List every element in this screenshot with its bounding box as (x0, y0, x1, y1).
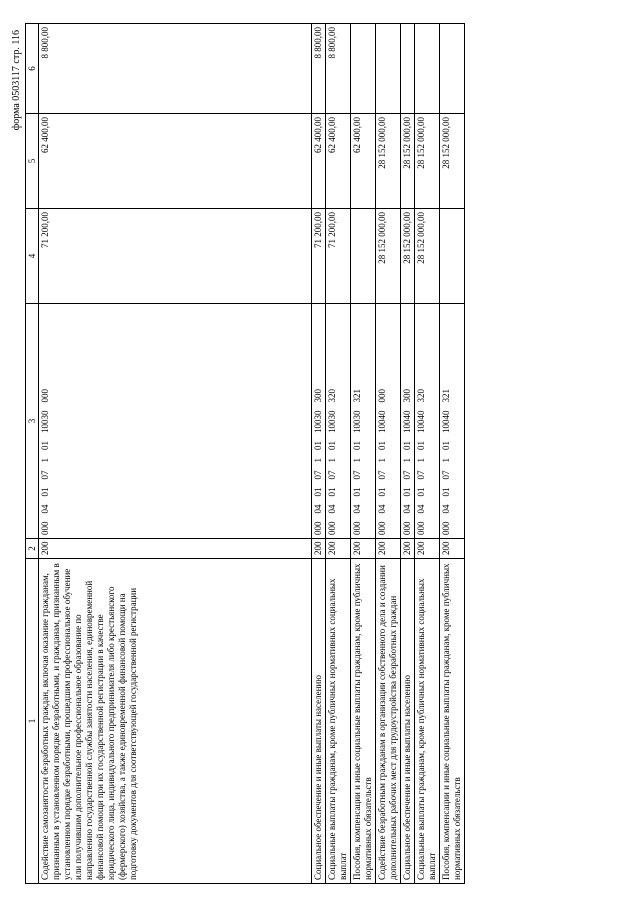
budget-code-part: 04 (402, 504, 412, 514)
row-name-cell: Содействие самозанятости безработных граждан, включая оказание гражданам, признанным в установленном порядке безработными, и гражданам, признанным в установленном порядке безработными, прошедшим профессиональное обучение или получившим дополнительное профессиональное образование по направлению государственной службы занятости населения, единовременной финансовой помощи при их государственной регистрации в качестве юридического лица, индивидуального предпринимателя либо крестьянского (фермерского) хозяйства, а также единовременной финансовой помощи на подготовку документов для соответствующей государственной регистрации (39, 559, 312, 884)
amount-cell-c5: 62 400,00 (351, 114, 376, 209)
budget-code-part: 07 (352, 470, 362, 480)
amount-cell-c4: 28 152 000,00 (401, 209, 415, 304)
row-name-cell: Пособия, компенсации и иные социальные выплаты гражданам, кроме публичных нормативных обязательств (440, 559, 465, 884)
line-code-cell: 200 (39, 539, 312, 559)
budget-code-part: 10030 (352, 410, 362, 433)
amount-cell-c6 (376, 24, 401, 114)
budget-code-part: 01 (327, 441, 337, 450)
row-name-cell: Содействие безработным гражданам в организации собственного дела и создании дополнительных рабочих мест для трудоустройства безработных граждан (376, 559, 401, 884)
budget-code-part: 1 (441, 458, 451, 463)
budget-code-part: 10040 (441, 410, 451, 433)
budget-code-part: 321 (352, 389, 362, 403)
budget-code-part: 01 (327, 487, 337, 497)
table-row (326, 24, 351, 884)
amount-cell-c4 (440, 209, 465, 304)
budget-code-part: 04 (313, 504, 323, 514)
table-row (351, 24, 376, 884)
budget-code-part: 01 (40, 441, 50, 450)
table-row (39, 24, 312, 884)
budget-code-part: 300 (313, 389, 323, 403)
column-header: 1 (26, 559, 39, 884)
budget-code-part: 1 (40, 458, 50, 463)
amount-cell-c5: 62 400,00 (39, 114, 312, 209)
amount-cell-c4: 28 152 000,00 (376, 209, 401, 304)
budget-code-part: 01 (313, 487, 323, 497)
budget-code-part: 04 (327, 504, 337, 514)
table-row (415, 24, 440, 884)
budget-code-cell (312, 304, 326, 539)
column-header: 5 (26, 114, 39, 209)
budget-code-part: 04 (416, 504, 426, 514)
line-code-cell: 200 (351, 539, 376, 559)
budget-code-cell (376, 304, 401, 539)
budget-code-part: 000 (441, 521, 451, 535)
rotated-report-sheet (11, 24, 635, 884)
budget-code-part: 01 (377, 487, 387, 497)
amount-cell-c4: 71 200,00 (312, 209, 326, 304)
budget-code-cell (326, 304, 351, 539)
form-label: форма 0503117 стр. 116 (11, 30, 22, 131)
table-row (401, 24, 415, 884)
budget-code-part: 01 (313, 441, 323, 450)
column-header-row (26, 24, 39, 884)
line-code-cell: 200 (312, 539, 326, 559)
budget-code-part: 320 (327, 389, 337, 403)
budget-code-cell (401, 304, 415, 539)
budget-code-part: 01 (441, 441, 451, 450)
budget-code-part: 04 (352, 504, 362, 514)
budget-code-part: 04 (40, 504, 50, 514)
amount-cell-c4 (351, 209, 376, 304)
budget-code-cell (351, 304, 376, 539)
budget-code-part: 000 (313, 521, 323, 535)
row-name-cell: Пособия, компенсации и иные социальные выплаты гражданам, кроме публичных нормативных обязательств (351, 559, 376, 884)
budget-code-part: 01 (416, 487, 426, 497)
table-row (440, 24, 465, 884)
line-code-cell: 200 (376, 539, 401, 559)
amount-cell-c5: 28 152 000,00 (415, 114, 440, 209)
table-row (376, 24, 401, 884)
budget-code-cell (415, 304, 440, 539)
amount-cell-c6 (351, 24, 376, 114)
budget-code-part: 1 (352, 458, 362, 463)
budget-code-part: 07 (327, 470, 337, 480)
budget-code-cell (39, 304, 312, 539)
table-row (312, 24, 326, 884)
budget-code-part: 01 (377, 441, 387, 450)
budget-code-part: 01 (441, 487, 451, 497)
row-name-cell: Социальное обеспечение и иные выплаты населению (401, 559, 415, 884)
budget-code-part: 07 (377, 470, 387, 480)
budget-code-part: 07 (402, 470, 412, 480)
amount-cell-c6 (440, 24, 465, 114)
budget-code-part: 1 (313, 458, 323, 463)
budget-code-part: 320 (416, 389, 426, 403)
row-name-cell: Социальные выплаты гражданам, кроме публичных нормативных социальных выплат (415, 559, 440, 884)
budget-code-part: 000 (327, 521, 337, 535)
amount-cell-c6: 8 800,00 (312, 24, 326, 114)
amount-cell-c4: 28 152 000,00 (415, 209, 440, 304)
amount-cell-c4: 71 200,00 (326, 209, 351, 304)
budget-code-part: 1 (327, 458, 337, 463)
budget-code-part: 000 (40, 389, 50, 403)
amount-cell-c5: 28 152 000,00 (376, 114, 401, 209)
amount-cell-c6 (401, 24, 415, 114)
budget-code-part: 10030 (40, 410, 50, 433)
budget-code-part: 10030 (327, 410, 337, 433)
budget-code-part: 000 (352, 521, 362, 535)
amount-cell-c5: 28 152 000,00 (440, 114, 465, 209)
budget-code-part: 10040 (416, 410, 426, 433)
budget-code-part: 01 (352, 441, 362, 450)
budget-code-part: 01 (402, 487, 412, 497)
budget-code-part: 10040 (377, 410, 387, 433)
budget-code-part: 01 (402, 441, 412, 450)
column-header: 3 (26, 304, 39, 539)
column-header: 2 (26, 539, 39, 559)
budget-code-part: 000 (416, 521, 426, 535)
amount-cell-c6: 8 800,00 (326, 24, 351, 114)
budget-code-cell (440, 304, 465, 539)
line-code-cell: 200 (326, 539, 351, 559)
amount-cell-c4: 71 200,00 (39, 209, 312, 304)
budget-code-part: 07 (441, 470, 451, 480)
budget-code-part: 07 (416, 470, 426, 480)
budget-code-part: 01 (40, 487, 50, 497)
budget-code-part: 1 (402, 458, 412, 463)
budget-code-part: 07 (313, 470, 323, 480)
budget-code-part: 04 (377, 504, 387, 514)
budget-code-part: 01 (352, 487, 362, 497)
report-table (25, 23, 465, 884)
budget-code-part: 000 (377, 521, 387, 535)
budget-code-part: 1 (377, 458, 387, 463)
amount-cell-c5: 62 400,00 (312, 114, 326, 209)
line-code-cell: 200 (401, 539, 415, 559)
row-name-cell: Социальное обеспечение и иные выплаты населению (312, 559, 326, 884)
budget-code-part: 321 (441, 389, 451, 403)
amount-cell-c6: 8 800,00 (39, 24, 312, 114)
budget-code-part: 07 (40, 470, 50, 480)
budget-code-part: 10030 (313, 410, 323, 433)
line-code-cell: 200 (415, 539, 440, 559)
amount-cell-c5: 62 400,00 (326, 114, 351, 209)
budget-code-part: 000 (402, 521, 412, 535)
budget-code-part: 300 (402, 389, 412, 403)
budget-code-part: 01 (416, 441, 426, 450)
amount-cell-c5: 28 152 000,00 (401, 114, 415, 209)
budget-code-part: 1 (416, 458, 426, 463)
budget-code-part: 000 (40, 521, 50, 535)
column-header: 4 (26, 209, 39, 304)
column-header: 6 (26, 24, 39, 114)
line-code-cell: 200 (440, 539, 465, 559)
budget-code-part: 04 (441, 504, 451, 514)
budget-code-part: 000 (377, 389, 387, 403)
amount-cell-c6 (415, 24, 440, 114)
row-name-cell: Социальные выплаты гражданам, кроме публичных нормативных социальных выплат (326, 559, 351, 884)
budget-code-part: 10040 (402, 410, 412, 433)
